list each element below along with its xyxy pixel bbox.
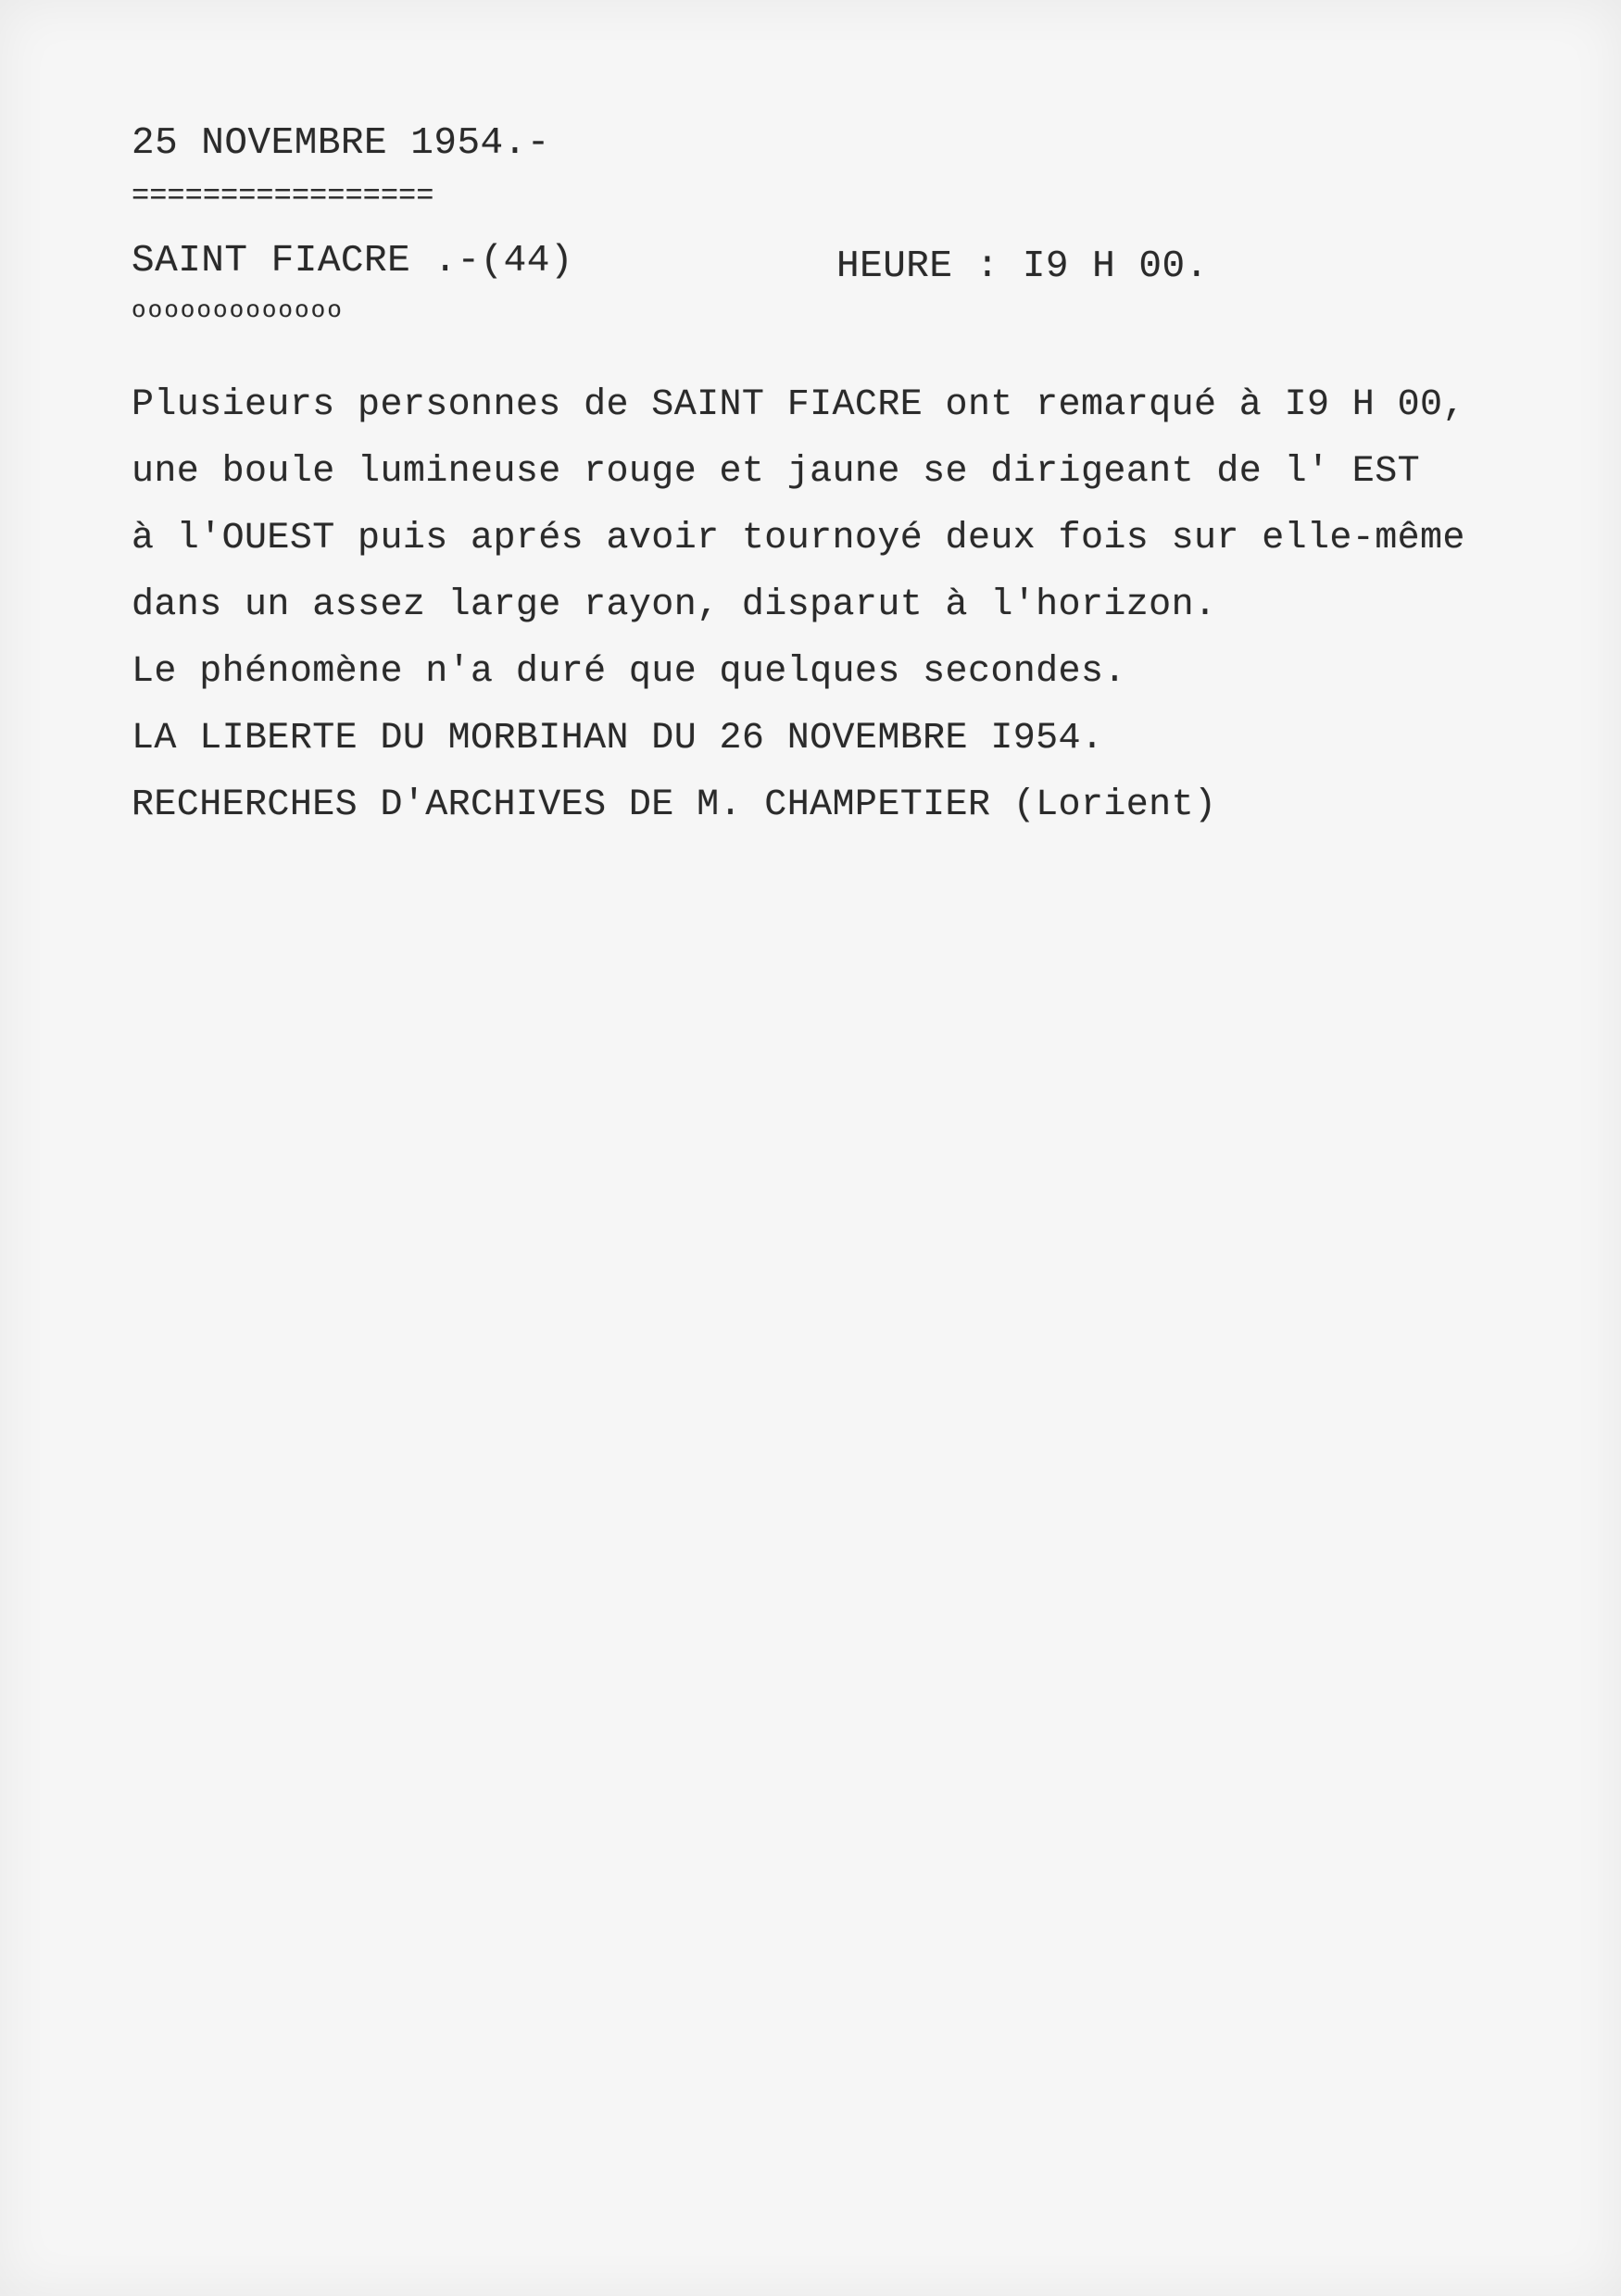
body-line-3: à l'OUEST puis aprés avoir tournoyé deux fois sur elle-même	[132, 518, 1465, 559]
report-place: SAINT FIACRE .-(44)	[132, 240, 573, 282]
body-line-2: une boule lumineuse rouge et jaune se dirigeant de l' EST	[132, 451, 1421, 493]
source-archives: RECHERCHES D'ARCHIVES DE M. CHAMPETIER (Lorient)	[132, 784, 1217, 826]
place-underline: ooooooooooooo	[132, 296, 344, 324]
body-line-4: dans un assez large rayon, disparut à l'horizon.	[132, 584, 1217, 626]
report-body	[132, 372, 1577, 839]
body-line-1: Plusieurs personnes de SAINT FIACRE ont remarqué à I9 H 00,	[132, 384, 1465, 426]
body-line-5: Le phénomène n'a duré que quelques secondes.	[132, 651, 1126, 693]
report-date: 25 NOVEMBRE 1954.-	[132, 122, 550, 165]
report-time: HEURE : I9 H 00.	[836, 245, 1209, 288]
date-underline: =================	[132, 179, 434, 213]
source-newspaper: LA LIBERTE DU MORBIHAN DU 26 NOVEMBRE I954.	[132, 718, 1104, 759]
